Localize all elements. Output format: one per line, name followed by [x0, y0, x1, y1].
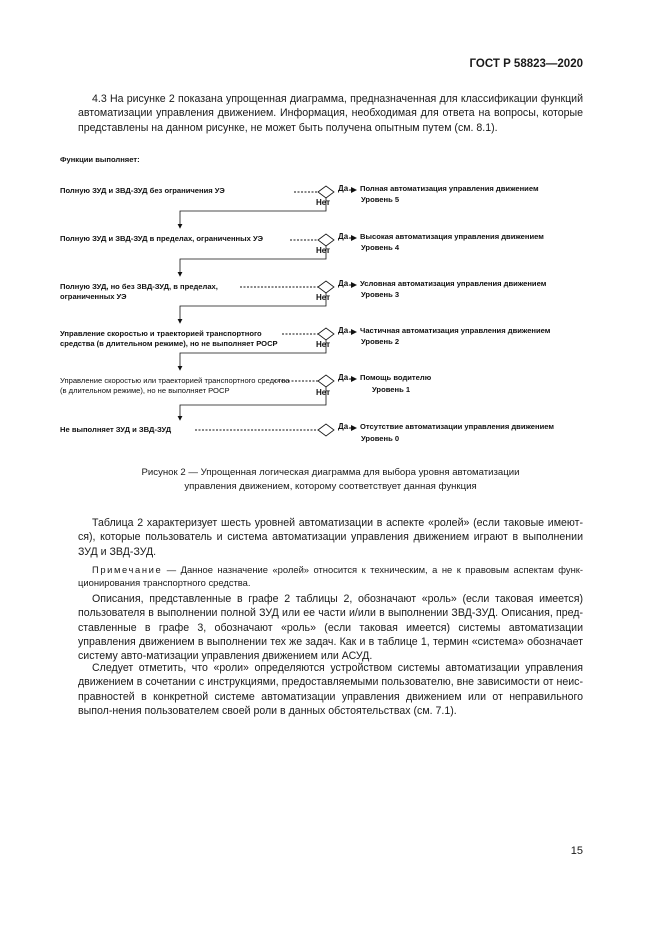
level-label: Уровень 2 — [361, 337, 400, 346]
condition-label: Полную ЗУД, но без ЗВД-ЗУД, в пределах, ограниченных УЭ — [60, 282, 218, 301]
result-label: Условная автоматизация управления движением — [360, 279, 547, 288]
caption-line: Рисунок 2 — Упрощенная логическая диаграмма для выбора уровня автоматизации — [141, 467, 520, 478]
condition-label: Управление скоростью или траекторией транспортного средства (в длительном режиме), но не выполняет РОСР — [60, 376, 290, 395]
result-label: Полная автоматизация управления движением — [360, 184, 539, 193]
result-label: Помощь водителю — [360, 373, 432, 382]
condition-label: Не выполняет ЗУД и ЗВД-ЗУД — [60, 425, 172, 434]
result-label: Высокая автоматизация управления движением — [360, 232, 544, 241]
intro-paragraph: 4.3 На рисунке 2 показана упрощенная диаграмма, предназначенная для классификации функций автоматизации управления движением. Информация, необходимая для ответа на вопросы, которые представлены на данном рисунке, не может быть получена опытным путем (см. 8.1). — [78, 93, 583, 134]
table-paragraph: Таблица 2 характеризует шесть уровней автоматизации в аспекте «ролей» (если таковые имеют-ся), которые пользователь и система автоматизации управления движением играют в выполнении ЗУД и ЗВД-ЗУД. — [78, 517, 583, 558]
condition-label: Полную ЗУД и ЗВД-ЗУД в пределах, ограниченных УЭ — [60, 234, 263, 243]
yes-label: Да — [338, 326, 349, 335]
roles-paragraph: Следует отметить, что «роли» определяются устройством системы автоматизации управления движением в сочетании с инструкциями, предоставляемыми пользователю, вне зависимости от неис-правностей в конкретной системе автоматизации управления движением или от неправильного выпол-нения пользователем своей роли в данных обстоятельствах (см. 7.1). — [78, 662, 583, 717]
level-label: Уровень 5 — [361, 195, 400, 204]
condition-label: Полную ЗУД и ЗВД-ЗУД без ограничения УЭ — [60, 186, 225, 195]
yes-label: Да — [338, 422, 349, 431]
decision-diamond — [318, 234, 334, 246]
diagram-title: Функции выполняет: — [60, 155, 140, 164]
decision-diamond — [318, 375, 334, 387]
yes-label: Да — [338, 232, 349, 241]
document-id: ГОСТ Р 58823—2020 — [469, 58, 583, 70]
result-label: Частичная автоматизация управления движением — [360, 326, 551, 335]
decision-diamond — [318, 281, 334, 293]
level-label: Уровень 0 — [361, 434, 400, 443]
decision-diamond — [318, 328, 334, 340]
yes-label: Да — [338, 184, 349, 193]
figure-caption — [78, 466, 583, 494]
result-label: Отсутствие автоматизации управления движением — [360, 422, 555, 431]
note-label: Примечание — [92, 564, 163, 575]
level-label: Уровень 3 — [361, 290, 400, 299]
no-label: Нет — [316, 388, 331, 397]
decision-diamond — [318, 424, 334, 436]
yes-label: Да — [338, 373, 349, 382]
condition-label: Управление скоростью и траекторией транспортного средства (в длительном режиме), но не выполняет РОСР — [60, 329, 278, 348]
no-label: Нет — [316, 198, 331, 207]
no-label: Нет — [316, 340, 331, 349]
yes-label: Да — [338, 279, 349, 288]
note-paragraph — [78, 563, 583, 589]
level-label: Уровень 1 — [372, 385, 411, 394]
description-paragraph: Описания, представленные в графе 2 таблицы 2, обозначают «роль» (если таковая имеется) пользователя в выполнении полной ЗУД или ее части и/или в выполнении ЗВД-ЗУД. Описания, пред-ставленные в графе 3, обозначают «роль» (если таковая имеется) системы автоматизации управления движением в выполнении тех же задач. Как и в таблице 1, термин «система» обозначает систему авто-матизации управления движением или АСУД. — [78, 593, 583, 663]
no-label: Нет — [316, 246, 331, 255]
page-number: 15 — [570, 845, 583, 857]
decision-diamond — [318, 186, 334, 198]
level-label: Уровень 4 — [361, 243, 400, 252]
caption-line: управления движением, которому соответствует данная функция — [184, 481, 477, 492]
no-label: Нет — [316, 293, 331, 302]
note-text: — Данное назначение «ролей» относится к техническим, а не к правовым аспектам функ-ционирования транспортного средства. — [78, 564, 583, 588]
